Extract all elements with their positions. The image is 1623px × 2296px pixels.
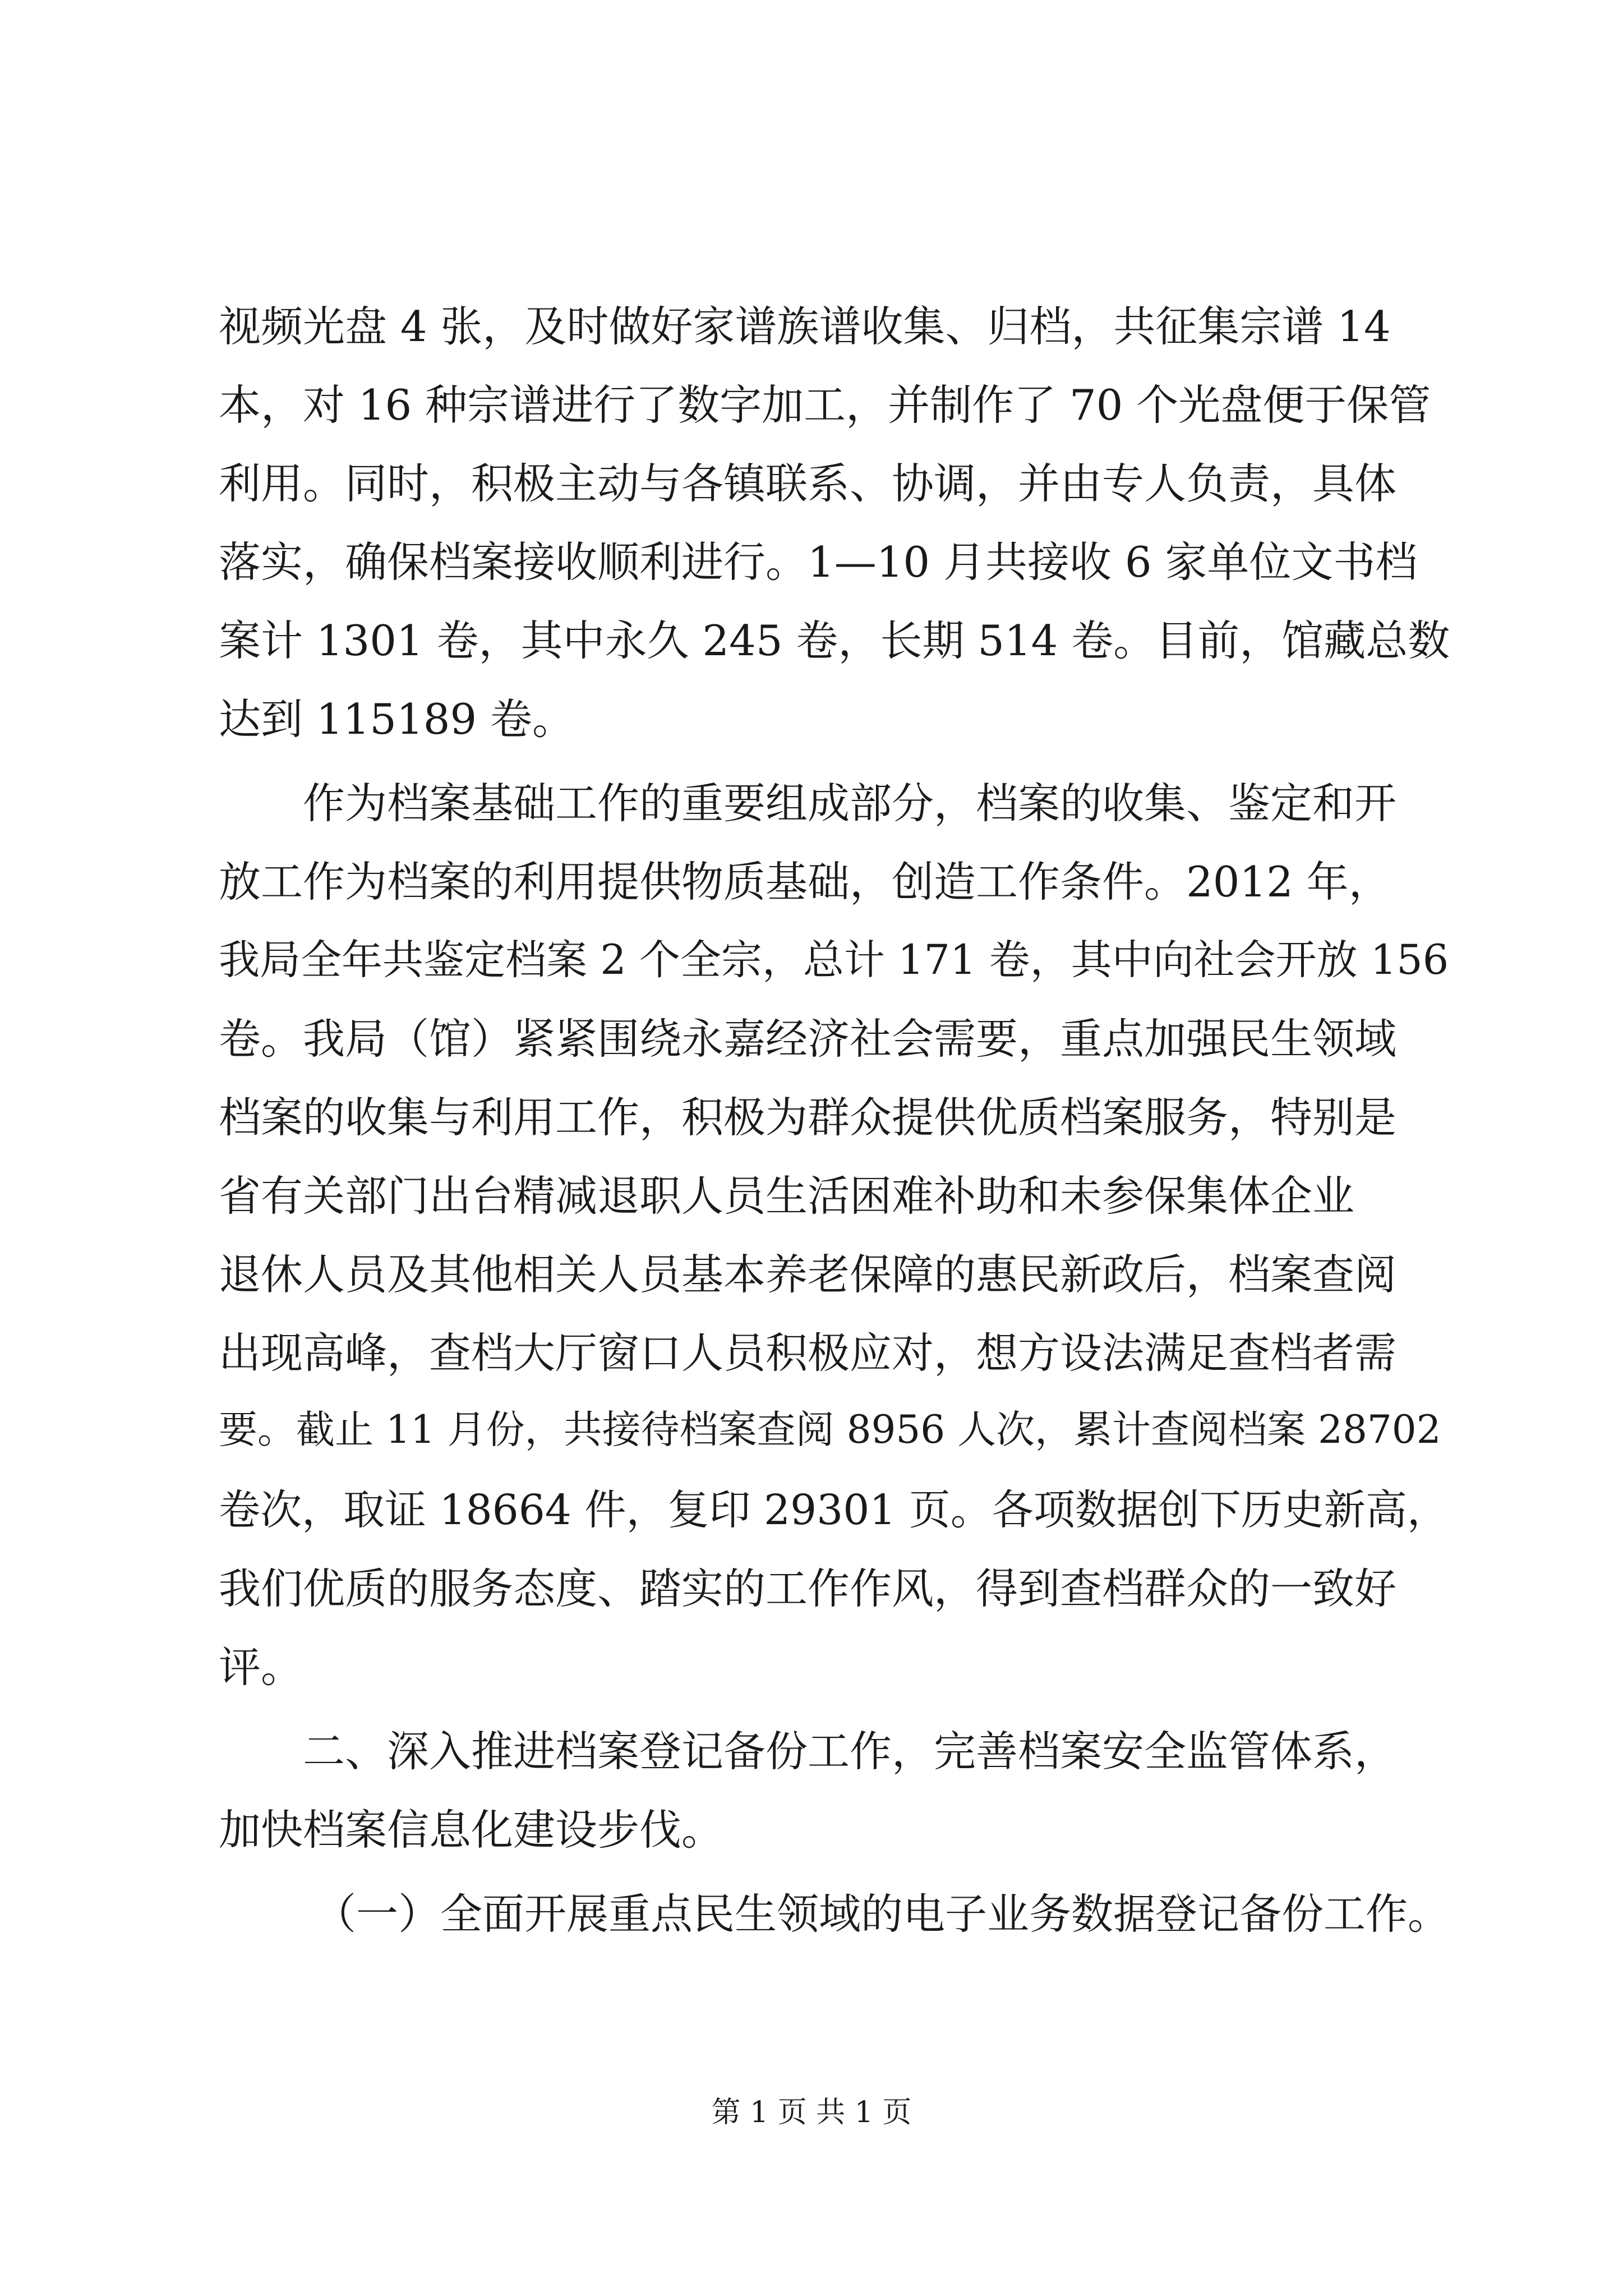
body-text-line: 要。截止 11 月份，共接待档案查阅 8956 人次，累计查阅档案 28702 bbox=[219, 1407, 1441, 1452]
body-text-line: 退休人员及其他相关人员基本养老保障的惠民新政后，档案查阅 bbox=[219, 1250, 1397, 1299]
body-text-line: 利用。同时，积极主动与各镇联系、协调，并由专人负责，具体 bbox=[219, 459, 1397, 508]
page-footer: 第 1 页 共 1 页 bbox=[711, 2096, 912, 2129]
body-text-line: 达到 115189 卷。 bbox=[219, 694, 574, 744]
subsection-heading: （一）全面开展重点民生领域的电子业务数据登记备份工作。 bbox=[314, 1889, 1450, 1939]
body-text-line: 本，对 16 种宗谱进行了数字加工，并制作了 70 个光盘便于保管 bbox=[219, 380, 1431, 430]
section-heading-line: 二、深入推进档案登记备份工作，完善档案安全监管体系， bbox=[303, 1727, 1397, 1776]
body-text-line: 省有关部门出台精减退职人员生活困难补助和未参保集体企业 bbox=[219, 1171, 1355, 1221]
body-text-line: 卷。我局（馆）紧紧围绕永嘉经济社会需要，重点加强民生领域 bbox=[219, 1014, 1397, 1064]
body-text-line: 我局全年共鉴定档案 2 个全宗，总计 171 卷，其中向社会开放 156 bbox=[219, 936, 1449, 984]
body-text-line: 落实，确保档案接收顺利进行。1—10 月共接收 6 家单位文书档 bbox=[219, 537, 1418, 587]
body-text-line: 出现高峰，查档大厅窗口人员积极应对，想方设法满足查档者需 bbox=[219, 1328, 1397, 1378]
body-text-line: 放工作为档案的利用提供物质基础，创造工作条件。2012 年， bbox=[219, 857, 1391, 907]
body-text-line: 评。 bbox=[219, 1642, 303, 1692]
body-text-line: 档案的收集与利用工作，积极为群众提供优质档案服务，特别是 bbox=[219, 1093, 1397, 1142]
body-text-line: 卷次，取证 18664 件，复印 29301 页。各项数据创下历史新高， bbox=[219, 1486, 1449, 1534]
body-text-line: 视频光盘 4 张，及时做好家谱族谱收集、归档，共征集宗谱 14 bbox=[219, 302, 1391, 351]
section-heading-line: 加快档案信息化建设步伐。 bbox=[219, 1805, 724, 1855]
body-text-line: 案计 1301 卷，其中永久 245 卷，长期 514 卷。目前，馆藏总数 bbox=[219, 616, 1450, 665]
paragraph-first-line: 作为档案基础工作的重要组成部分，档案的收集、鉴定和开 bbox=[303, 779, 1397, 828]
body-text-line: 我们优质的服务态度、踏实的工作作风，得到查档群众的一致好 bbox=[219, 1564, 1397, 1613]
